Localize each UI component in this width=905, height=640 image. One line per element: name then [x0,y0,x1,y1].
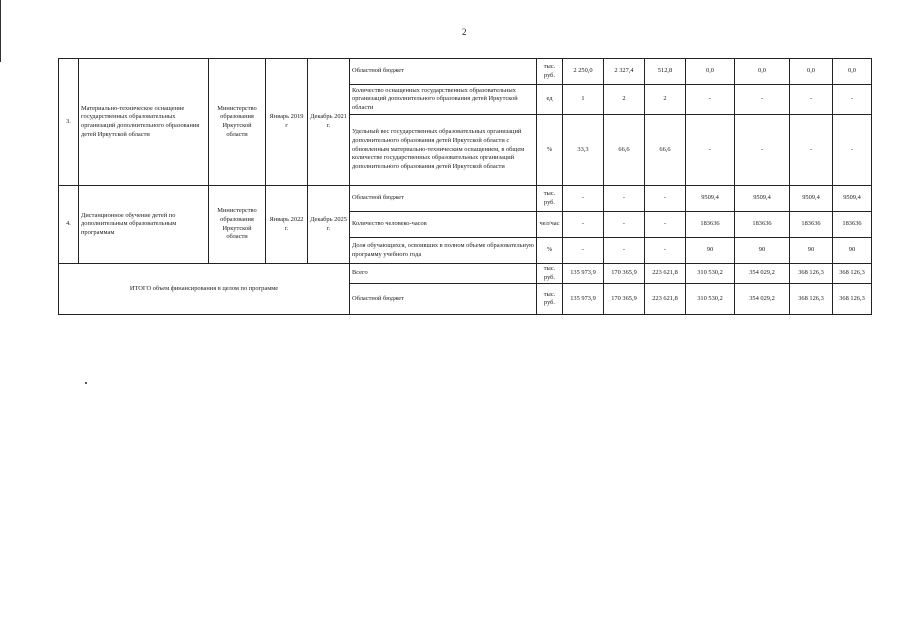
scan-dot [85,382,87,384]
value-cell: 2 [604,85,645,115]
indicator-name: Областной бюджет [350,59,537,85]
total-value-cell: 368 126,3 [790,284,833,315]
total-label: ИТОГО объем финансирования в целом по программе [59,264,350,315]
total-value-cell: 310 530,2 [686,264,735,284]
value-cell: 90 [833,238,872,264]
value-cell: - [563,212,604,238]
total-line-name: Всего [350,264,537,284]
value-cell: - [604,238,645,264]
measure-name: Материально-техническое оснащение государственных образовательных организаций дополнительного образования детей Иркутской области [79,59,209,186]
indicator-unit: тыс. руб. [537,59,563,85]
value-cell: 0,0 [686,59,735,85]
value-cell: - [686,115,735,186]
value-cell: 90 [686,238,735,264]
value-cell: 183636 [790,212,833,238]
value-cell: 0,0 [790,59,833,85]
value-cell: - [790,85,833,115]
value-cell: 90 [790,238,833,264]
end-date: Декабрь 2025 г. [308,186,350,264]
value-cell: 9509,4 [735,186,790,212]
value-cell: 183636 [833,212,872,238]
indicator-unit: % [537,238,563,264]
value-cell: - [735,115,790,186]
value-cell: - [833,85,872,115]
value-cell: 9509,4 [790,186,833,212]
page-edge-mark [0,0,1,62]
indicator-name: Областной бюджет [350,186,537,212]
total-value-cell: 368 126,3 [790,264,833,284]
executor: Министерство образования Иркутской области [209,59,266,186]
indicator-name: Количество человеко-часов [350,212,537,238]
value-cell: 183636 [686,212,735,238]
value-cell: - [645,238,686,264]
value-cell: 2 250,0 [563,59,604,85]
total-row [59,264,872,284]
start-date: Январь 2022 г. [266,186,308,264]
budget-table [58,58,872,315]
value-cell: 33,3 [563,115,604,186]
value-cell: - [563,238,604,264]
page-number: 2 [462,27,467,37]
total-value-cell: 223 621,8 [645,264,686,284]
indicator-name: Доля обучающихся, освоивших в полном объеме образовательную программу учебного года [350,238,537,264]
end-date: Декабрь 2021 г. [308,59,350,186]
total-value-cell: 368 126,3 [833,284,872,315]
value-cell: 0,0 [735,59,790,85]
row-number: 4. [59,186,79,264]
value-cell: 9509,4 [833,186,872,212]
total-value-cell: 170 365,9 [604,284,645,315]
value-cell: 512,8 [645,59,686,85]
value-cell: - [604,186,645,212]
indicator-unit: ед [537,85,563,115]
indicator-unit: чел/час [537,212,563,238]
indicator-name: Удельный вес государственных образовательных организаций дополнительного образования детей Иркутской области с обновленным материально-техническим оснащением, в общем количестве государственных образовательных организаций дополнительного образования детей Иркутской области [350,115,537,186]
indicator-unit: тыс. руб. [537,186,563,212]
total-value-cell: 135 973,9 [563,264,604,284]
value-cell: 90 [735,238,790,264]
total-value-cell: 310 530,2 [686,284,735,315]
value-cell: - [604,212,645,238]
value-cell: - [833,115,872,186]
value-cell: 183636 [735,212,790,238]
total-value-cell: 354 029,2 [735,264,790,284]
measure-name: Дистанционное обучение детей по дополнительным образовательным программам [79,186,209,264]
value-cell: - [563,186,604,212]
value-cell: - [645,212,686,238]
value-cell: - [735,85,790,115]
total-value-cell: 135 973,9 [563,284,604,315]
table-row [59,59,872,85]
value-cell: 1 [563,85,604,115]
value-cell: 0,0 [833,59,872,85]
total-value-cell: 223 621,8 [645,284,686,315]
row-number: 3. [59,59,79,186]
value-cell: 2 [645,85,686,115]
total-line-name: Областной бюджет [350,284,537,315]
total-line-unit: тыс. руб. [537,284,563,315]
value-cell: - [686,85,735,115]
value-cell: 66,6 [604,115,645,186]
value-cell: - [645,186,686,212]
start-date: Январь 2019 г [266,59,308,186]
executor: Министерство образования Иркутской области [209,186,266,264]
table-row [59,186,872,212]
total-line-unit: тыс. руб. [537,264,563,284]
value-cell: - [790,115,833,186]
total-value-cell: 368 126,3 [833,264,872,284]
indicator-name: Количество оснащенных государственных образовательных организаций дополнительного образования детей Иркутской области [350,85,537,115]
value-cell: 2 327,4 [604,59,645,85]
indicator-unit: % [537,115,563,186]
total-value-cell: 170 365,9 [604,264,645,284]
value-cell: 66,6 [645,115,686,186]
value-cell: 9509,4 [686,186,735,212]
total-value-cell: 354 029,2 [735,284,790,315]
